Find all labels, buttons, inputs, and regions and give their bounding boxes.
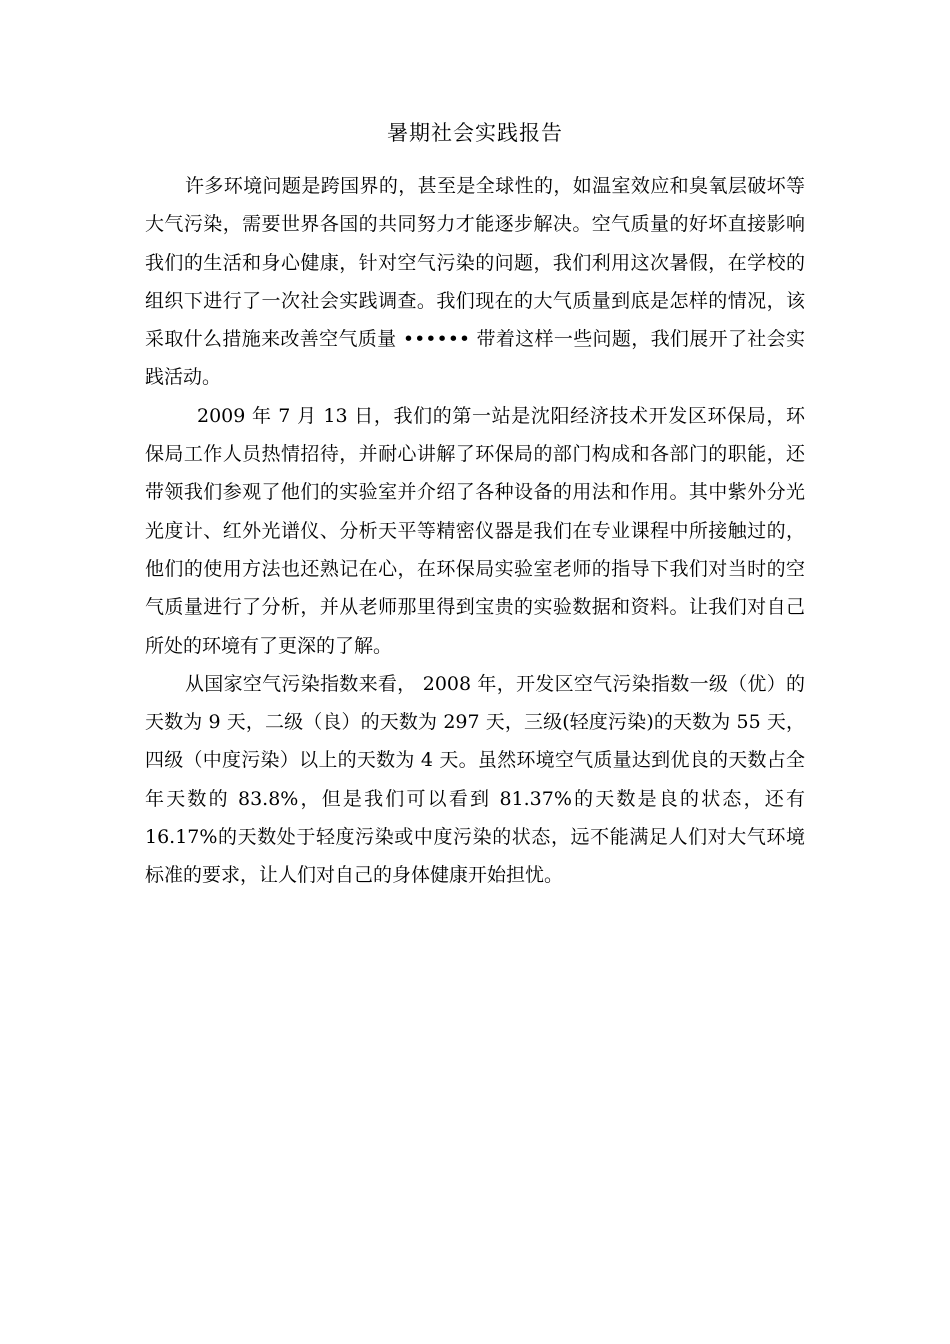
paragraph-3: 从国家空气污染指数来看， 2008 年，开发区空气污染指数一级（优）的天数为 9 天，二级（良）的天数为 297 天，三级(轻度污染)的天数为 55 天，四级（中度污染）以上的天数为 4 天。虽然环境空气质量达到优良的天数占全年天数的 83.8%，但是我们可以看到 81.37%的天数是良的状态，还有 16.17%的天数处于轻度污染或中度污染的状态，远不能满足人们对大气环境标准的要求，让人们对自己的身体健康开始担忧。 — [145, 672, 805, 887]
paragraph-2: 2009 年 7 月 13 日，我们的第一站是沈阳经济技术开发区环保局，环保局工作人员热情招待，并耐心讲解了环保局的部门构成和各部门的职能，还带领我们参观了他们的实验室并介绍了各种设备的用法和作用。其中紫外分光光度计、红外光谱仪、分析天平等精密仪器是我们在专业课程中所接触过的，他们的使用方法也还熟记在心，在环保局实验室老师的指导下我们对当时的空气质量进行了分析，并从老师那里得到宝贵的实验数据和资料。让我们对自己所处的环境有了更深的了解。 — [145, 404, 805, 657]
paragraph-1: 许多环境问题是跨国界的，甚至是全球性的，如温室效应和臭氧层破坏等大气污染，需要世界各国的共同努力才能逐步解决。空气质量的好坏直接影响我们的生活和身心健康，针对空气污染的问题，我们利用这次暑假，在学校的组织下进行了一次社会实践调查。我们现在的大气质量到底是怎样的情况，该采取什么措施来改善空气质量 •••••• 带着这样一些问题，我们展开了社会实践活动。 — [145, 175, 805, 389]
document-title: 暑期社会实践报告 — [387, 121, 563, 145]
document-body — [145, 167, 805, 895]
